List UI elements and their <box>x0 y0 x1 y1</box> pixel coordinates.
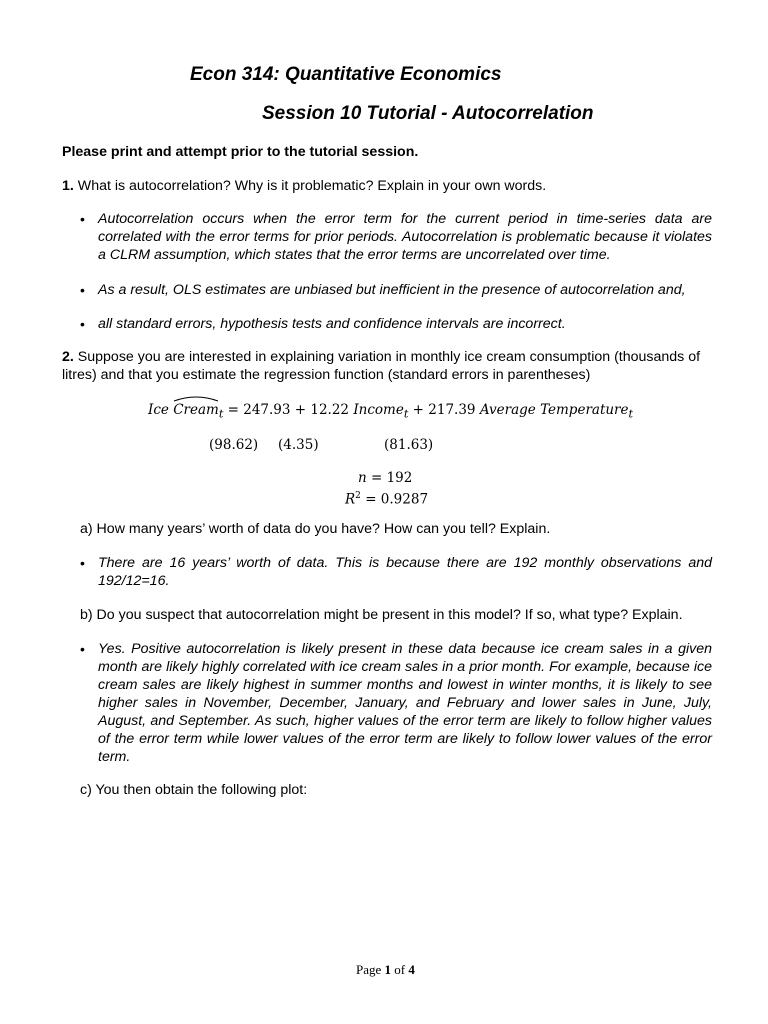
eq-plus: + 217.39 <box>408 402 480 418</box>
regression-equation <box>148 401 633 424</box>
eq-cream: Cream <box>173 402 219 418</box>
r-squared <box>345 487 428 509</box>
q1-answer-3: all standard errors, hypothesis tests and confidence intervals are incorrect. <box>98 316 566 332</box>
footer-page-total: 4 <box>408 962 415 977</box>
q2b-question: b) Do you suspect that autocorrelation might be present in this model? If so, what type? Explain. <box>80 607 683 623</box>
question-2-number: 2. <box>62 349 74 365</box>
eq-cream-hat <box>173 401 219 419</box>
instruction-text: Please print and attempt prior to the tutorial session. <box>62 144 419 160</box>
q2c-question: c) You then obtain the following plot: <box>80 782 308 798</box>
sample-size <box>358 469 412 487</box>
q2a-answer: There are 16 years’ worth of data. This is because there are 192 monthly observations and 192/12=16. <box>98 555 712 589</box>
footer-of-word: of <box>391 962 409 977</box>
course-title: Econ 314: Quantitative Economics <box>190 64 502 85</box>
page-footer <box>356 962 415 978</box>
q2a-question: a) How many years’ worth of data do you have? How can you tell? Explain. <box>80 521 551 537</box>
se-temperature: (81.63) <box>384 437 434 453</box>
footer-page-word: Page <box>356 962 385 977</box>
q1-answer-1: Autocorrelation occurs when the error term for the current period in time-series data are correlated with the error terms for prior periods. Autocorrelation is problematic because it violates a CLRM assumption, which states that the error terms are uncorrelated over time. <box>98 211 712 263</box>
q1-answer-2: As a result, OLS estimates are unbiased but inefficient in the presence of autocorrelation and, <box>98 282 686 298</box>
question-1-text: What is autocorrelation? Why is it problematic? Explain in your own words. <box>77 178 547 194</box>
eq-income: Income <box>353 402 404 418</box>
eq-coef-income: 12.22 <box>310 402 354 418</box>
bullet-dot: • <box>80 211 85 227</box>
footer-page-num: 1 <box>384 962 392 977</box>
bullet-dot: • <box>80 641 85 657</box>
question-2 <box>62 348 714 384</box>
eq-sub: t <box>628 407 634 421</box>
r2-sup: 2 <box>355 491 361 501</box>
eq-sub: t <box>218 407 224 421</box>
hat-icon <box>173 394 219 402</box>
question-2-text: Suppose you are interested in explaining variation in monthly ice cream consumption (thousands of litres) and that you estimate the regression function (standard errors in parentheses) <box>62 349 701 383</box>
question-1 <box>62 177 546 195</box>
eq-average: Average <box>479 402 536 418</box>
eq-ice: Ice <box>148 402 169 418</box>
eq-intercept: = 247.93 + <box>223 402 311 418</box>
eq-temperature: Temperature <box>540 402 629 418</box>
n-value: = 192 <box>366 470 413 486</box>
bullet-dot: • <box>80 555 85 571</box>
q2b-answer: Yes. Positive autocorrelation is likely present in these data because ice cream sales in a given month are likely highly correlated with ice cream sales in a prior month. For example, because ice cream sales are likely highest in summer months and lowest in winter months, it is likely to see higher sales in November, December, January, and February and lower sales in June, July, August, and September. As such, higher values of the error term are likely to follow higher values of the error term while lower values of the error term are likely to follow lower values of the error term. <box>98 641 712 765</box>
se-intercept: (98.62) <box>209 437 259 453</box>
r2-label: R <box>345 491 356 508</box>
n-label: n <box>358 470 367 486</box>
question-1-number: 1. <box>62 178 74 194</box>
se-income: (4.35) <box>278 437 319 453</box>
bullet-dot: • <box>80 282 85 298</box>
session-title: Session 10 Tutorial - Autocorrelation <box>262 103 594 124</box>
eq-sub: t <box>403 407 409 421</box>
r2-value: = 0.9287 <box>360 491 429 508</box>
bullet-dot: • <box>80 316 85 332</box>
